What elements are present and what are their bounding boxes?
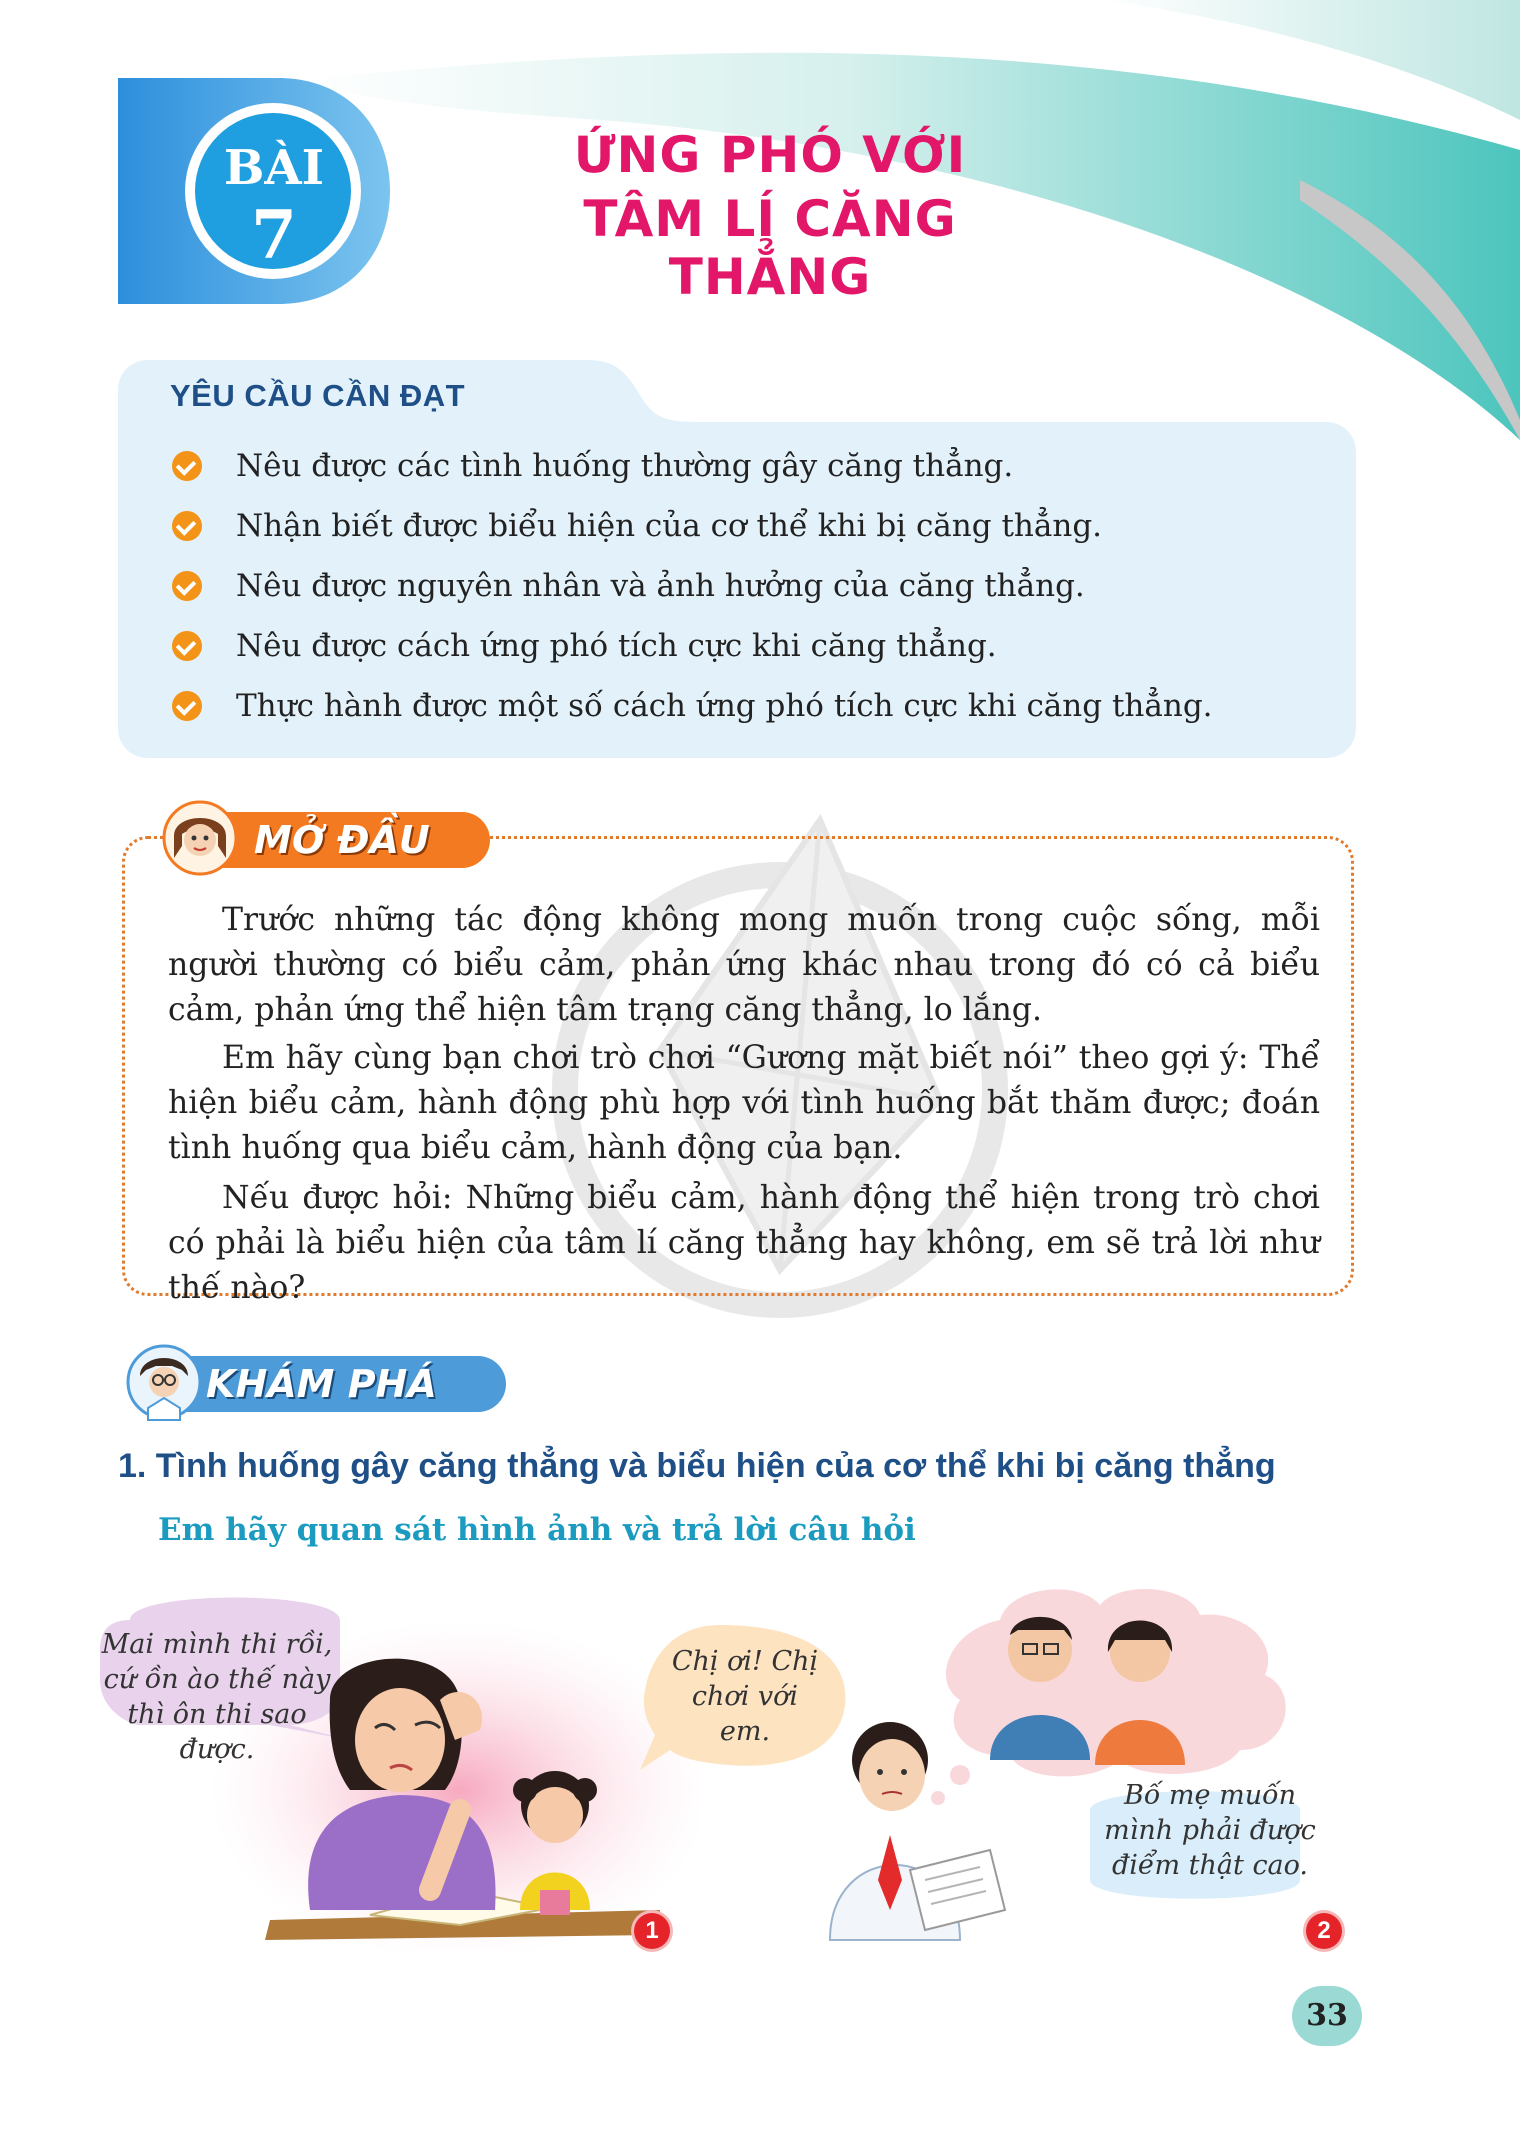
requirement-text: Nhận biết được biểu hiện của cơ thể khi bị căng thẳng. (236, 508, 1103, 544)
opening-paragraph-2: Em hãy cùng bạn chơi trò chơi “Gương mặt biết nói” theo gợi ý: Thể hiện biểu cảm, hành động phù hợp với tình huống bắt thăm được; đoán tình huống qua biểu cảm, hành động của bạn. (168, 1040, 1320, 1166)
check-circle-icon (172, 451, 202, 481)
section-heading: 1. Tình huống gây căng thẳng và biểu hiện của cơ thể khi bị căng thẳng (118, 1447, 1276, 1485)
lesson-title-line2: TÂM LÍ CĂNG THẲNG (583, 190, 957, 306)
scientist-avatar-icon (124, 1342, 204, 1422)
lesson-label: BÀI (223, 140, 325, 196)
opening-label: MỞ ĐẦU (254, 818, 430, 862)
requirements-title: YÊU CẦU CẦN ĐẠT (170, 378, 466, 413)
opening-paragraph-1: Trước những tác động không mong muốn trong cuộc sống, mỗi người thường có biểu cảm, phản ứng khác nhau trong đó có cả biểu cảm, phản ứng thể hiện tâm trạng căng thẳng, lo lắng. (168, 902, 1320, 1028)
figure-number-1: 1 (634, 1913, 670, 1949)
speech-bubble-text-1: Mai mình thi rồi, cứ ồn ào thế này thì ôn thi sao được. (101, 1629, 333, 1765)
requirement-item (172, 560, 1085, 612)
requirement-item (172, 680, 1213, 732)
requirement-text: Nêu được cách ứng phó tích cực khi căng thẳng. (236, 628, 997, 664)
check-circle-icon (172, 631, 202, 661)
lesson-title-line1: ỨNG PHÓ VỚI (573, 126, 967, 184)
explore-label: KHÁM PHÁ (206, 1362, 437, 1406)
requirement-text: Nêu được nguyên nhân và ảnh hưởng của căng thẳng. (236, 568, 1085, 604)
illustration-scene-2 (820, 1580, 1340, 1950)
page-number: 33 (1306, 1998, 1348, 2033)
requirement-text: Thực hành được một số cách ứng phó tích cực khi căng thẳng. (236, 688, 1213, 724)
requirement-item (172, 440, 1013, 492)
section-instruction: Em hãy quan sát hình ảnh và trả lời câu hỏi (158, 1512, 916, 1548)
check-circle-icon (172, 511, 202, 541)
figure-number-2: 2 (1306, 1913, 1342, 1949)
requirement-item (172, 500, 1102, 552)
speech-bubble-text-2: Chị ơi! Chị chơi với em. (671, 1646, 819, 1747)
girl-avatar-icon (160, 798, 240, 878)
check-circle-icon (172, 571, 202, 601)
lesson-number: 7 (251, 196, 297, 274)
opening-paragraph-3: Nếu được hỏi: Những biểu cảm, hành động thể hiện trong trò chơi có phải là biểu hiện của tâm lí căng thẳng hay không, em sẽ trả lời như thế nào? (168, 1180, 1320, 1306)
requirement-item (172, 620, 997, 672)
speech-bubble-text-3: Bố mẹ muốn mình phải được điểm thật cao. (1104, 1780, 1316, 1881)
requirement-text: Nêu được các tình huống thường gây căng thẳng. (236, 448, 1014, 484)
check-circle-icon (172, 691, 202, 721)
